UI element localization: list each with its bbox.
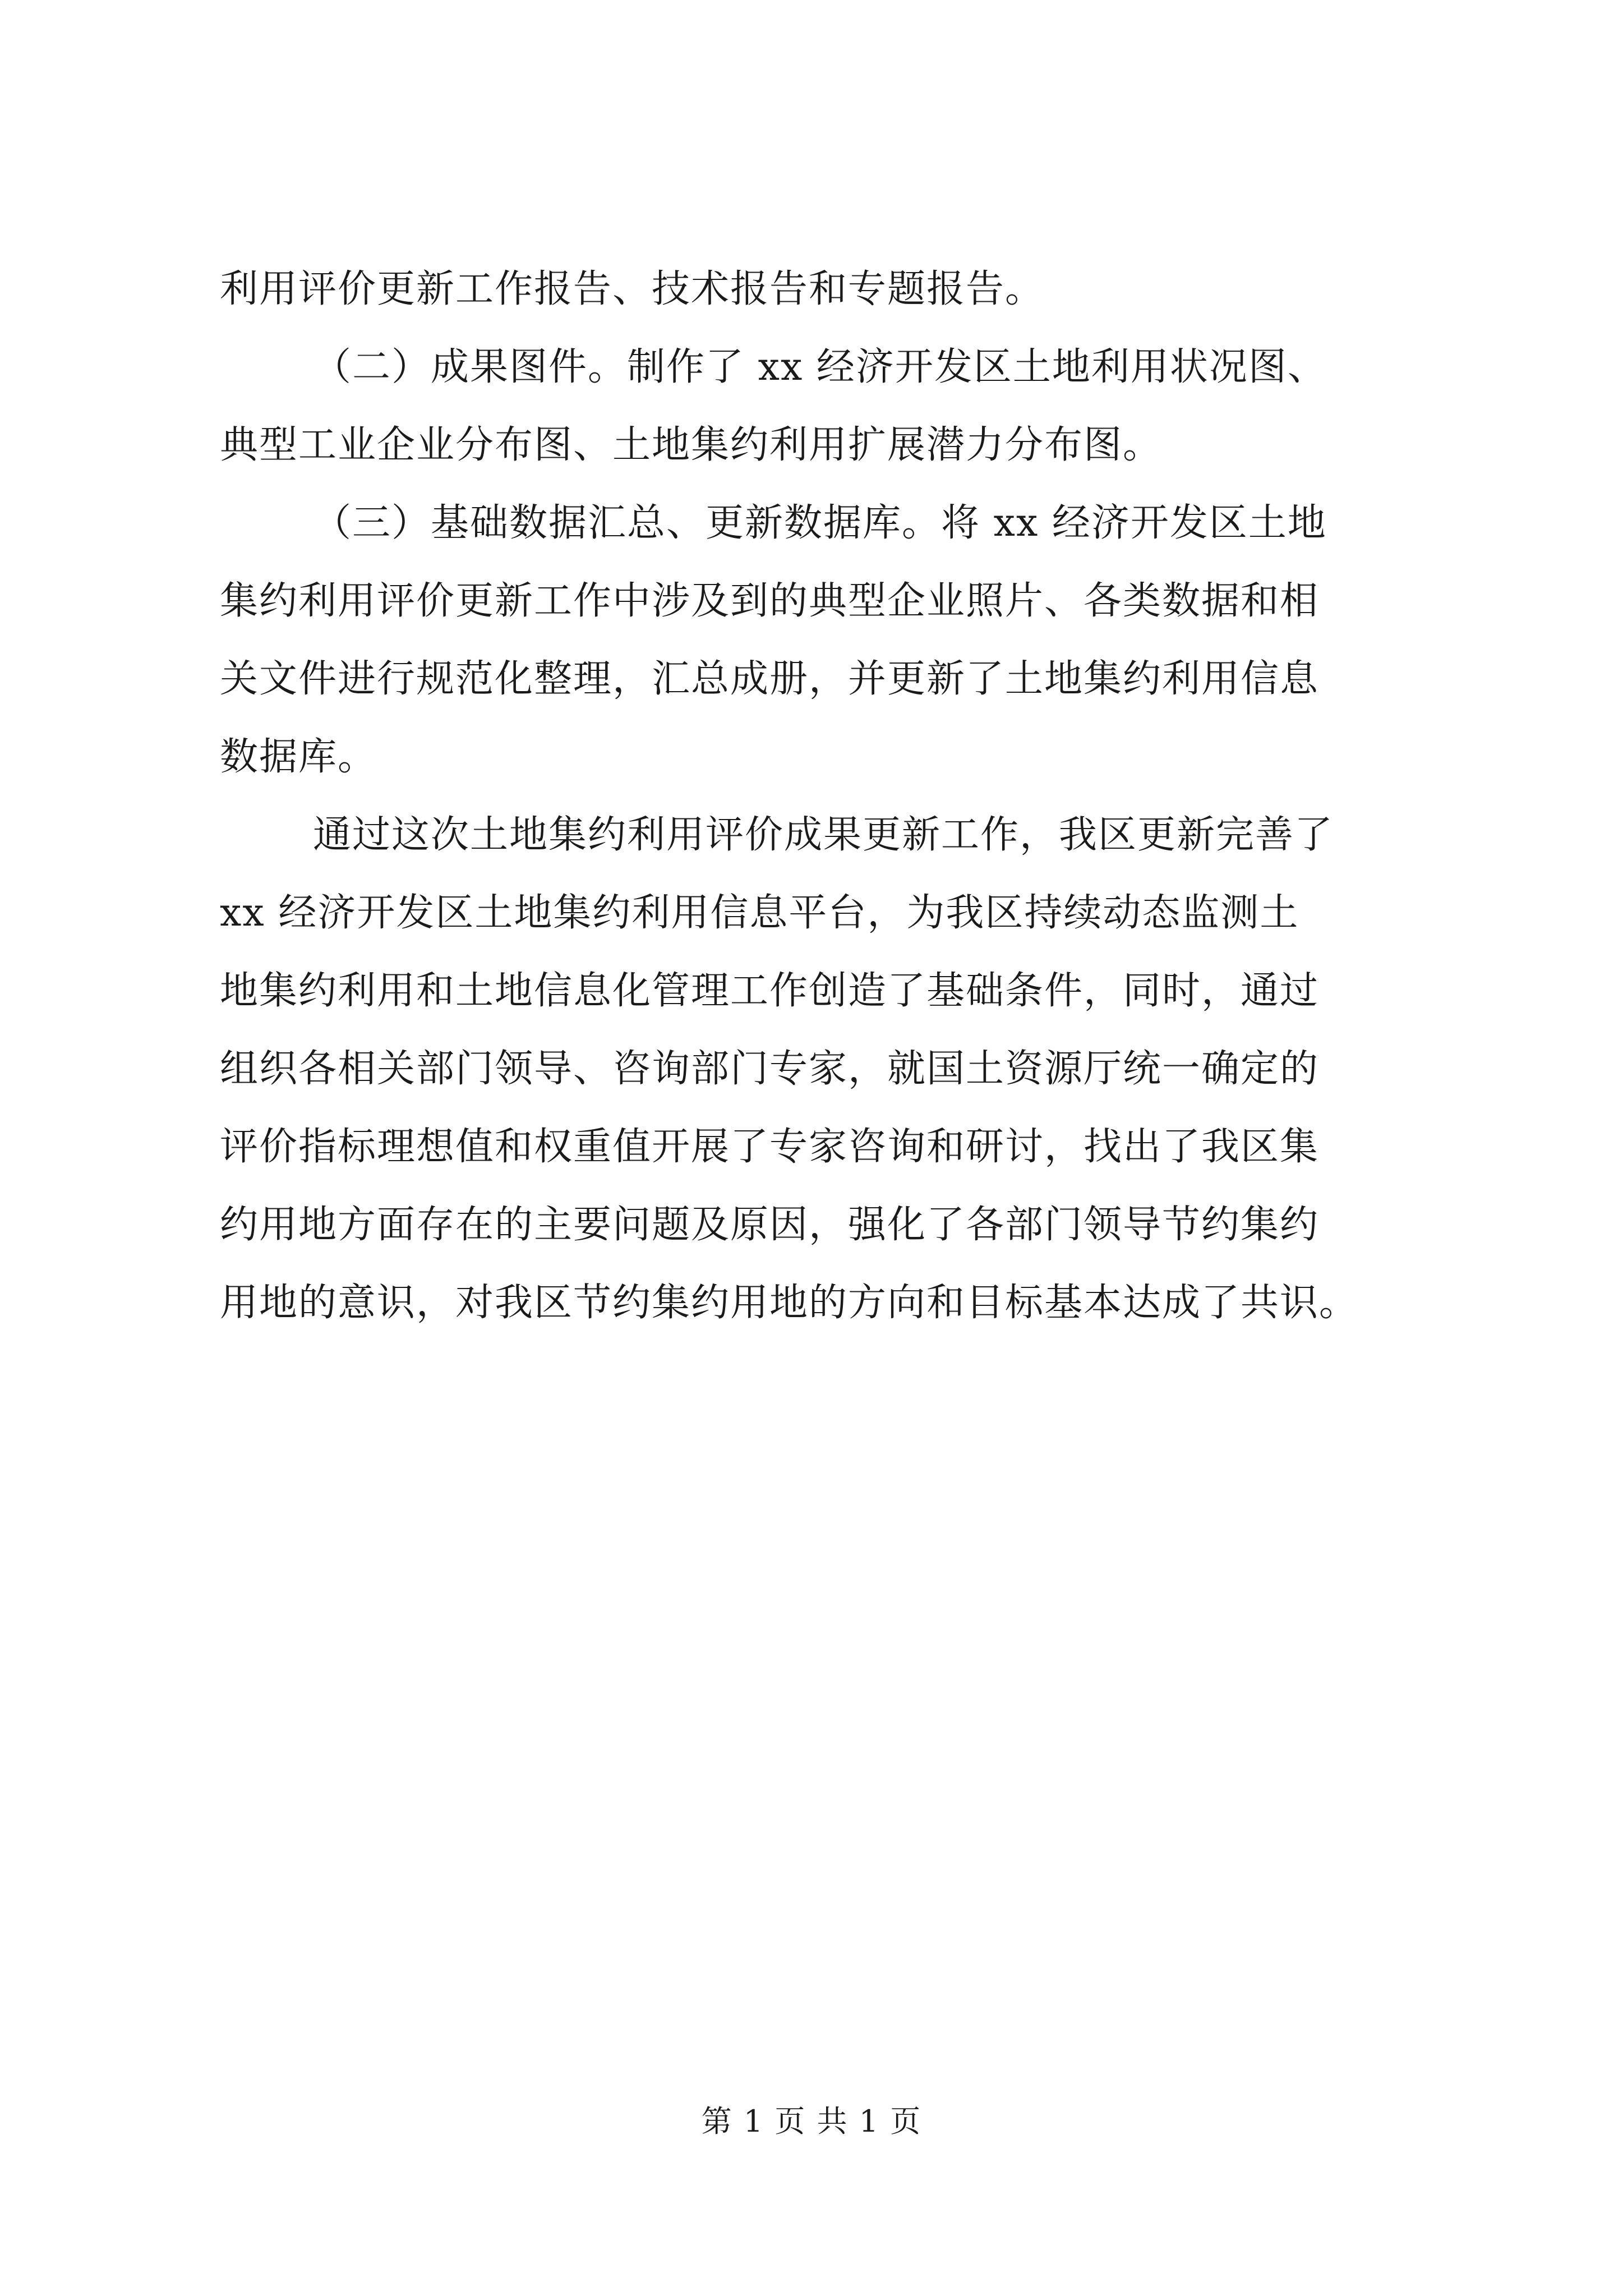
body-line: 评价指标理想值和权重值开展了专家咨询和研讨，找出了我区集	[220, 1125, 1320, 1169]
body-line: xx 经济开发区土地集约利用信息平台，为我区持续动态监测土	[220, 891, 1299, 935]
body-line: 约用地方面存在的主要问题及原因，强化了各部门领导节约集约	[220, 1203, 1320, 1247]
document-body	[220, 269, 1426, 1361]
paragraph-start-line: 通过这次土地集约利用评价成果更新工作，我区更新完善了	[313, 813, 1334, 857]
body-line: 利用评价更新工作报告、技术报告和专题报告。	[220, 267, 1045, 311]
body-line: 典型工业企业分布图、土地集约利用扩展潜力分布图。	[220, 423, 1163, 467]
body-line: 关文件进行规范化整理，汇总成册，并更新了土地集约利用信息	[220, 657, 1320, 701]
page-footer: 第 1 页 共 1 页	[701, 2104, 922, 2139]
section-heading-line: （三）基础数据汇总、更新数据库。将 xx 经济开发区土地	[313, 501, 1327, 545]
body-line: 用地的意识，对我区节约集约用地的方向和目标基本达成了共识。	[220, 1281, 1359, 1325]
section-heading-line: （二）成果图件。制作了 xx 经济开发区土地利用状况图、	[313, 345, 1327, 389]
body-line: 地集约利用和土地信息化管理工作创造了基础条件，同时，通过	[220, 969, 1320, 1013]
body-line: 组织各相关部门领导、咨询部门专家，就国土资源厅统一确定的	[220, 1047, 1320, 1091]
body-line: 数据库。	[220, 735, 377, 779]
body-line: 集约利用评价更新工作中涉及到的典型企业照片、各类数据和相	[220, 579, 1320, 623]
